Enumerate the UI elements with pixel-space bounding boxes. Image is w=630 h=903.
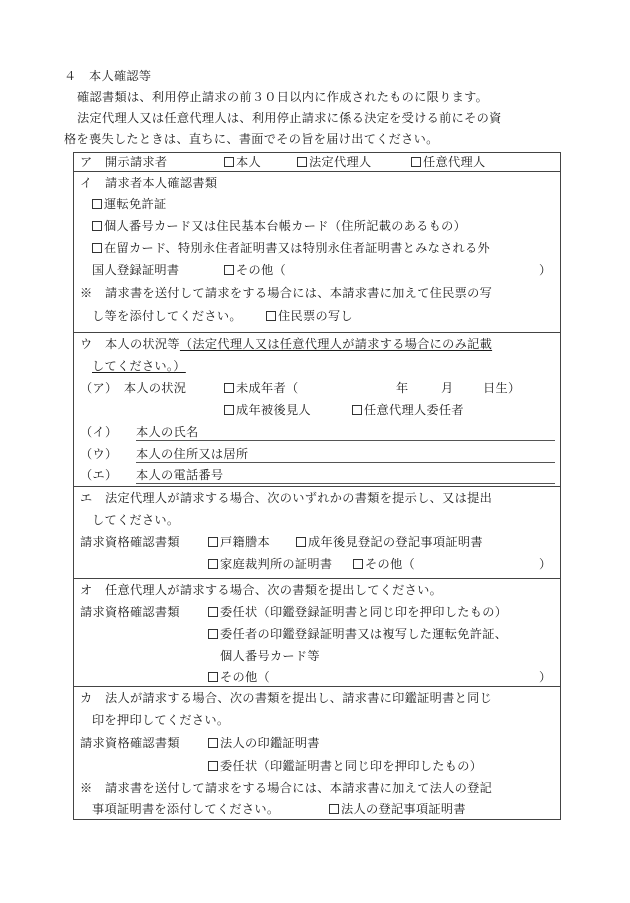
birth-day-label: 日生） <box>483 381 521 395</box>
doc-voluntary-other[interactable]: その他（ <box>208 669 270 686</box>
checkbox[interactable] <box>208 629 218 639</box>
person-name-field[interactable] <box>136 440 555 441</box>
row-divider <box>73 578 561 579</box>
intro-text-2a: 法定代理人又は任意代理人は、利用停止請求に係る決定を受ける前にその資 <box>77 111 502 125</box>
status-label-note: （法定代理人又は任意代理人が請求する場合にのみ記載 <box>179 337 493 351</box>
checkbox[interactable] <box>224 157 234 167</box>
checkbox[interactable] <box>297 157 307 167</box>
option-legal-rep[interactable]: 法定代理人 <box>297 154 371 171</box>
id-residence-card-cont: 国人登録証明書 <box>92 263 180 277</box>
person-address-label: 本人の住所又は居所 <box>136 447 249 461</box>
id-docs-label: イ 請求者本人確認書類 <box>80 176 218 190</box>
person-phone-label: 本人の電話番号 <box>136 468 224 482</box>
voluntary-rep-text: オ 任意代理人が請求する場合、次の書類を提出してください。 <box>80 583 443 597</box>
phone-row-label: （エ） <box>80 468 118 482</box>
doc-seal-cert-cont: 個人番号カード等 <box>220 649 320 663</box>
doc-family-register[interactable]: 戸籍謄本 <box>208 534 270 551</box>
person-phone-field[interactable] <box>136 483 555 484</box>
status-label-note-2: してください。） <box>92 359 186 373</box>
id-my-number-card[interactable]: 個人番号カード又は住民基本台帳カード（住所記載のあるもの） <box>92 218 466 235</box>
voluntary-rep-docs-label: 請求資格確認書類 <box>80 605 180 619</box>
legal-rep-text-2: してください。 <box>92 513 180 527</box>
checkbox[interactable] <box>208 559 218 569</box>
birth-year-label: 年 <box>396 381 409 395</box>
doc-seal-cert[interactable]: 委任者の印鑑登録証明書又は複写した運転免許証、 <box>208 626 507 643</box>
option-self[interactable]: 本人 <box>224 154 261 171</box>
doc-corp-seal-cert[interactable]: 法人の印鑑証明書 <box>208 735 320 752</box>
checkbox[interactable] <box>92 243 102 253</box>
address-row-label: （ウ） <box>80 447 118 461</box>
checkbox[interactable] <box>208 537 218 547</box>
corp-docs-label: 請求資格確認書類 <box>80 736 180 750</box>
id-other-close: ） <box>539 263 552 277</box>
doc-corp-registry-cert[interactable]: 法人の登記事項証明書 <box>329 801 466 818</box>
id-residence-card[interactable]: 在留カード、特別永住者証明書又は特別永住者証明書とみなされる外 <box>92 240 490 257</box>
checkbox[interactable] <box>208 738 218 748</box>
id-note-2: し等を添付してください。 <box>92 309 242 323</box>
person-status-label: （ア） 本人の状況 <box>80 381 187 395</box>
checkbox[interactable] <box>296 537 306 547</box>
id-note-1: ※ 請求書を送付して請求をする場合には、本請求書に加えて住民票の写 <box>80 286 493 300</box>
status-label: ウ 本人の状況等 <box>80 337 180 351</box>
checkbox[interactable] <box>352 405 362 415</box>
doc-guardianship-cert[interactable]: 成年後見登記の登記事項証明書 <box>296 534 483 551</box>
corp-text-2: 印を押印してください。 <box>92 713 230 727</box>
corp-text-1: カ 法人が請求する場合、次の書類を提出し、請求書に印鑑証明書と同じ <box>80 691 493 705</box>
row-divider <box>73 332 561 333</box>
corp-note-2: 事項証明書を添付してください。 <box>92 802 280 816</box>
requester-label: ア 開示請求者 <box>80 155 168 169</box>
row-divider <box>73 171 561 172</box>
status-delegator[interactable]: 任意代理人委任者 <box>352 402 464 419</box>
id-resident-record[interactable]: 住民票の写し <box>266 308 353 325</box>
checkbox[interactable] <box>92 221 102 231</box>
checkbox[interactable] <box>208 607 218 617</box>
legal-rep-docs-label: 請求資格確認書類 <box>80 535 180 549</box>
status-label-wrap <box>80 336 492 353</box>
person-name-label: 本人の氏名 <box>136 425 199 439</box>
section-title: ４ 本人確認等 <box>64 69 152 83</box>
checkbox[interactable] <box>224 383 234 393</box>
id-drivers-license[interactable]: 運転免許証 <box>92 196 166 213</box>
intro-text-2b: 格を喪失したときは、直ちに、書面でその旨を届け出てください。 <box>64 132 439 146</box>
status-minor[interactable]: 未成年者（ <box>224 380 298 397</box>
doc-legal-other[interactable]: その他（ <box>353 556 415 573</box>
checkbox[interactable] <box>208 672 218 682</box>
birth-month-label: 月 <box>441 381 454 395</box>
checkbox[interactable] <box>92 199 102 209</box>
doc-legal-other-close: ） <box>539 557 552 571</box>
checkbox[interactable] <box>266 311 276 321</box>
checkbox[interactable] <box>353 559 363 569</box>
checkbox[interactable] <box>411 157 421 167</box>
row-divider <box>73 686 561 687</box>
option-voluntary-rep[interactable]: 任意代理人 <box>411 154 485 171</box>
doc-power-of-attorney[interactable]: 委任状（印鑑登録証明書と同じ印を押印したもの） <box>208 604 507 621</box>
id-other[interactable]: その他（ <box>224 262 286 279</box>
row-divider <box>73 486 561 487</box>
name-row-label: （イ） <box>80 425 118 439</box>
checkbox[interactable] <box>224 405 234 415</box>
person-address-field[interactable] <box>136 462 555 463</box>
intro-text-1: 確認書類は、利用停止請求の前３０日以内に作成されたものに限ります。 <box>77 90 489 104</box>
checkbox[interactable] <box>329 804 339 814</box>
status-adult-ward[interactable]: 成年被後見人 <box>224 402 311 419</box>
doc-corp-power-of-attorney[interactable]: 委任状（印鑑証明書と同じ印を押印したもの） <box>208 758 482 775</box>
checkbox[interactable] <box>208 761 218 771</box>
doc-family-court-cert[interactable]: 家庭裁判所の証明書 <box>208 556 332 573</box>
corp-note-1: ※ 請求書を送付して請求をする場合には、本請求書に加えて法人の登記 <box>80 781 493 795</box>
legal-rep-text-1: エ 法定代理人が請求する場合、次のいずれかの書類を提示し、又は提出 <box>80 491 493 505</box>
doc-voluntary-other-close: ） <box>539 670 552 684</box>
checkbox[interactable] <box>224 265 234 275</box>
